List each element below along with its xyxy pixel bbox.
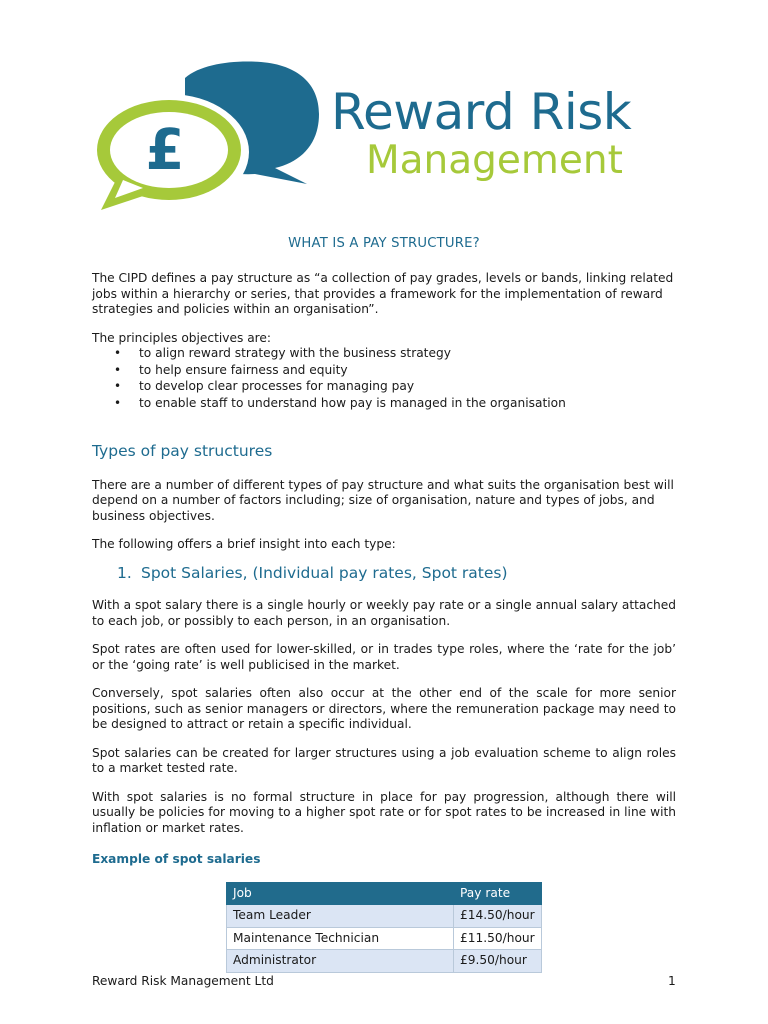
paragraph: With a spot salary there is a single hourly or weekly pay rate or a single annual salary attached to each job, or possibly to each person, in an organisation. [92, 598, 676, 628]
table-cell-pay-rate: £9.50/hour [454, 950, 542, 973]
table-cell-pay-rate: £11.50/hour [454, 927, 542, 950]
footer-company: Reward Risk Management Ltd [92, 974, 274, 988]
pound-sign: £ [145, 118, 185, 183]
section-heading [92, 563, 676, 582]
table-row [227, 905, 542, 928]
paragraph: Conversely, spot salaries often also occur at the other end of the scale for more senior positions, such as senior managers or directors, where the remuneration package may need to be designed to attract or retain a specific individual. [92, 686, 676, 731]
table-header-row [227, 882, 542, 905]
company-logo [93, 56, 673, 216]
spot-salaries-table [226, 882, 542, 973]
paragraph: Spot rates are often used for lower-skilled, or in trades type roles, where the ‘rate for the job’ or the ‘going rate’ is well publicised in the market. [92, 642, 676, 672]
logo-subtitle: Management [366, 138, 623, 183]
objectives-lead: The principles objectives are: [92, 330, 272, 345]
page-title: WHAT IS A PAY STRUCTURE? [288, 236, 480, 251]
table-cell-pay-rate: £14.50/hour [454, 905, 542, 928]
logo-title: Reward Risk [331, 83, 632, 141]
table-cell-job: Team Leader [227, 905, 454, 928]
paragraph: With spot salaries is no formal structure in place for pay progression, although there will usually be policies for moving to a higher spot rate or for spot rates to be increased in line with inflation or market rates. [92, 789, 676, 835]
paragraph: Spot salaries can be created for larger structures using a job evaluation scheme to align roles to a market tested rate. [92, 745, 676, 775]
column-header-job: Job [227, 882, 454, 905]
list-item: • to align reward strategy with the business strategy [92, 346, 676, 363]
section-title: Spot Salaries, (Individual pay rates, Spot rates) [141, 563, 508, 582]
table-cell-job: Administrator [227, 950, 454, 973]
types-paragraph: There are a number of different types of pay structure and what suits the organisation best will depend on a number of factors including; size of organisation, nature and types of jobs, and business objectives. [92, 477, 674, 523]
intro-paragraph: The CIPD defines a pay structure as “a collection of pay grades, levels or bands, linking related jobs within a hierarchy or series, that provides a framework for the implementation of reward strategies and policies within an organisation”. [92, 271, 674, 316]
list-item: • to help ensure fairness and equity [92, 363, 676, 380]
document-body [92, 236, 676, 973]
example-heading: Example of spot salaries [92, 852, 261, 866]
speech-bubbles-icon [93, 56, 343, 216]
list-item: • to enable staff to understand how pay is managed in the organisation [92, 396, 676, 413]
table-row [227, 950, 542, 973]
footer-page-number: 1 [668, 974, 676, 988]
objectives-list [92, 346, 676, 412]
types-heading: Types of pay structures [92, 442, 273, 460]
column-header-pay-rate: Pay rate [454, 882, 542, 905]
list-item: • to develop clear processes for managing pay [92, 379, 676, 396]
section-number: 1. [117, 563, 132, 582]
table-cell-job: Maintenance Technician [227, 927, 454, 950]
table-row [227, 927, 542, 950]
types-lead: The following offers a brief insight into each type: [92, 537, 396, 551]
